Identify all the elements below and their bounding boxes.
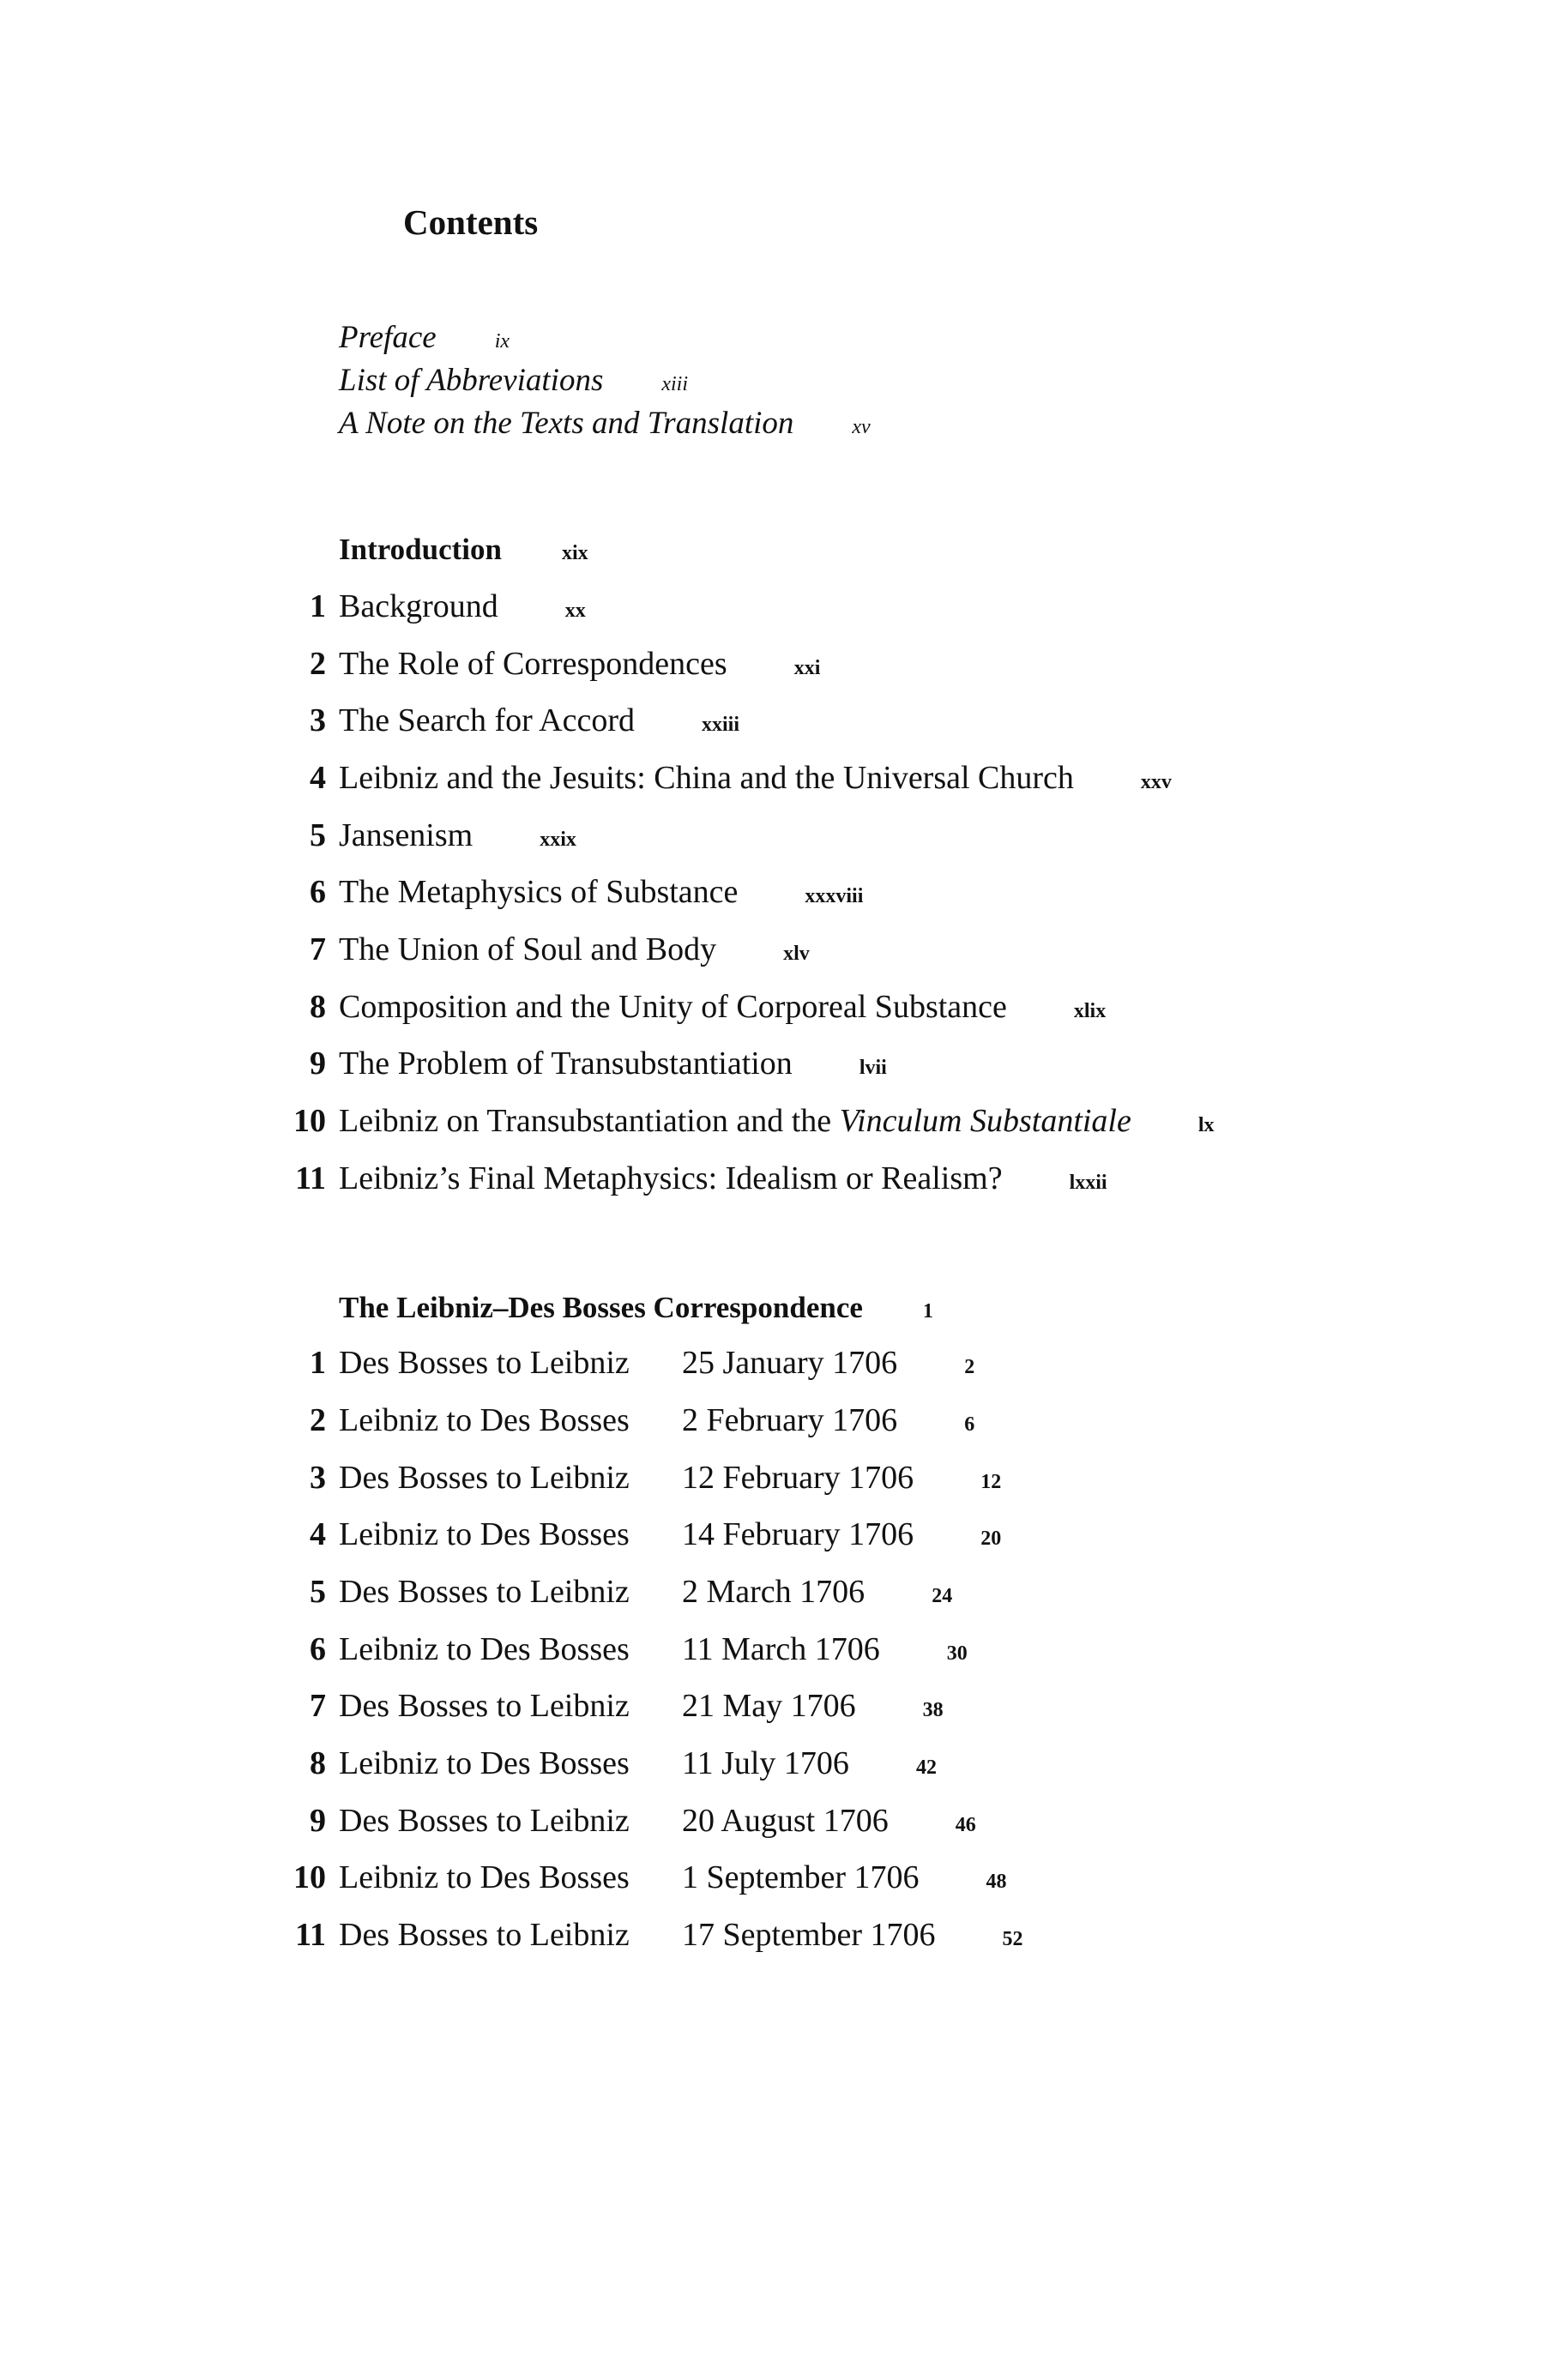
letter-number: 6 <box>310 1631 326 1667</box>
section-heading-label: The Leibniz–Des Bosses Correspondence <box>339 1291 863 1324</box>
letter-title: Leibniz to Des Bosses <box>339 1402 630 1438</box>
toc-page-number: 1 <box>922 1300 933 1323</box>
toc-introduction-heading[interactable] <box>339 534 588 564</box>
letter-date: 2 March 1706 <box>682 1574 865 1610</box>
letter-number: 1 <box>310 1345 326 1381</box>
letter-title: Leibniz to Des Bosses <box>339 1516 630 1552</box>
section-number: 4 <box>310 760 326 796</box>
toc-page-number: ix <box>494 330 510 352</box>
letter-title: Leibniz to Des Bosses <box>339 1631 630 1667</box>
section-label: The Union of Soul and Body <box>339 931 717 967</box>
toc-front-abbreviations[interactable] <box>339 365 688 396</box>
letter-number: 8 <box>310 1745 326 1781</box>
toc-page-number: 38 <box>922 1699 944 1721</box>
toc-page-number: 24 <box>932 1585 953 1607</box>
section-number: 1 <box>310 588 326 624</box>
section-label: Leibniz on Transubstantiation and the <box>339 1103 840 1139</box>
section-label: The Metaphysics of Substance <box>339 874 739 910</box>
letter-date: 11 July 1706 <box>682 1745 849 1781</box>
toc-page-number: 30 <box>946 1642 968 1665</box>
section-number: 8 <box>310 989 326 1025</box>
toc-page-number: 52 <box>1002 1928 1023 1950</box>
letter-title: Des Bosses to Leibniz <box>339 1574 630 1610</box>
letter-number: 9 <box>310 1803 326 1839</box>
toc-page-number: xxxviii <box>805 885 864 907</box>
toc-page-number: xxix <box>540 828 576 851</box>
toc-page-number: 20 <box>980 1527 1002 1550</box>
letter-title: Des Bosses to Leibniz <box>339 1688 630 1724</box>
toc-page-number: 42 <box>915 1756 937 1779</box>
toc-page-number: xxi <box>793 657 821 679</box>
toc-label: List of Abbreviations <box>339 363 604 398</box>
toc-label: Preface <box>339 320 437 355</box>
section-number: 11 <box>295 1160 326 1196</box>
toc-page-number: lxxii <box>1069 1172 1107 1194</box>
section-label: Jansenism <box>339 817 473 853</box>
section-label: Composition and the Unity of Corporeal Substance <box>339 989 1007 1025</box>
letter-date: 2 February 1706 <box>682 1402 898 1438</box>
page-title: Contents <box>403 202 539 243</box>
section-label: The Search for Accord <box>339 702 636 738</box>
letter-number: 7 <box>310 1688 326 1724</box>
letter-number: 11 <box>295 1917 326 1953</box>
section-number: 3 <box>310 702 326 738</box>
toc-page-number: xxv <box>1140 771 1172 793</box>
letter-date: 25 January 1706 <box>682 1345 898 1381</box>
toc-page-number: 12 <box>980 1471 1002 1493</box>
section-label-italic: Vinculum Substantiale <box>839 1103 1131 1139</box>
toc-page-number: xxiii <box>702 714 740 736</box>
section-heading-label: Introduction <box>339 533 502 566</box>
letter-title: Leibniz to Des Bosses <box>339 1745 630 1781</box>
toc-page-number: 6 <box>964 1413 975 1436</box>
section-number: 5 <box>310 817 326 853</box>
letter-date: 12 February 1706 <box>682 1460 914 1496</box>
toc-page-number: xlv <box>783 943 810 965</box>
letter-date: 17 September 1706 <box>682 1917 936 1953</box>
section-label: Leibniz and the Jesuits: China and the Universal Church <box>339 760 1074 796</box>
toc-front-note-on-texts[interactable] <box>339 407 871 439</box>
letter-date: 14 February 1706 <box>682 1516 914 1552</box>
letter-date: 21 May 1706 <box>682 1688 856 1724</box>
section-number: 2 <box>310 646 326 682</box>
letter-date: 11 March 1706 <box>682 1631 880 1667</box>
toc-page-number: xix <box>561 542 588 564</box>
toc-label: A Note on the Texts and Translation <box>339 406 794 441</box>
toc-page-number: xlix <box>1073 1000 1107 1022</box>
section-label: The Role of Correspondences <box>339 646 727 682</box>
section-number: 6 <box>310 874 326 910</box>
toc-page-number: lvii <box>859 1057 887 1079</box>
letter-title: Des Bosses to Leibniz <box>339 1345 630 1381</box>
toc-front-preface[interactable] <box>339 322 510 353</box>
letter-number: 5 <box>310 1574 326 1610</box>
letter-title: Des Bosses to Leibniz <box>339 1803 630 1839</box>
letter-title: Des Bosses to Leibniz <box>339 1460 630 1496</box>
toc-page-number: lx <box>1197 1114 1215 1136</box>
letter-number: 3 <box>310 1460 326 1496</box>
toc-page-number: 48 <box>986 1871 1007 1893</box>
letter-title: Des Bosses to Leibniz <box>339 1917 630 1953</box>
section-number: 7 <box>310 931 326 967</box>
toc-page-number: 46 <box>955 1814 976 1836</box>
section-label: Background <box>339 588 498 624</box>
letter-number: 10 <box>293 1859 326 1895</box>
section-label: The Problem of Transubstantiation <box>339 1045 793 1082</box>
letter-number: 4 <box>310 1516 326 1552</box>
letter-number: 2 <box>310 1402 326 1438</box>
toc-page-number: xx <box>564 600 586 622</box>
section-number: 10 <box>293 1103 326 1139</box>
letter-title: Leibniz to Des Bosses <box>339 1859 630 1895</box>
letter-date: 20 August 1706 <box>682 1803 889 1839</box>
toc-page-number: xiii <box>661 373 689 395</box>
section-number: 9 <box>310 1045 326 1082</box>
toc-page-number: 2 <box>964 1356 975 1378</box>
toc-correspondence-heading[interactable] <box>339 1292 933 1323</box>
letter-date: 1 September 1706 <box>682 1859 920 1895</box>
toc-page-number: xv <box>852 416 871 438</box>
section-label: Leibniz’s Final Metaphysics: Idealism or Realism? <box>339 1160 1003 1196</box>
